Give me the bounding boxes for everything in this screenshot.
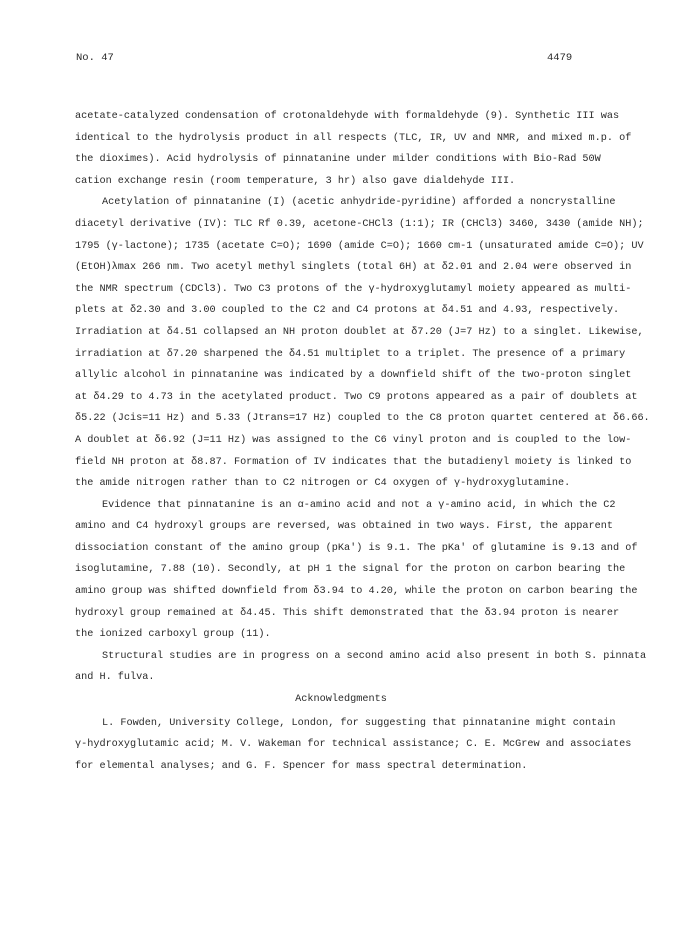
article-body xyxy=(75,106,650,777)
text-line: amino and C4 hydroxyl groups are reversed, was obtained in two ways. First, the apparent xyxy=(75,521,613,533)
journal-issue-number: No. 47 xyxy=(76,52,114,64)
page-number: 4479 xyxy=(547,52,573,64)
text-line: A doublet at δ6.92 (J=11 Hz) was assigned to the C6 vinyl proton and is coupled to the low- xyxy=(75,434,632,446)
text-line: Structural studies are in progress on a second amino acid also present in both S. pinnata xyxy=(102,650,647,662)
text-line: diacetyl derivative (IV): TLC Rf 0.39, acetone-CHCl3 (1:1); IR (CHCl3) 3460, 3430 (amide NH); xyxy=(75,218,644,230)
text-line: and H. fulva. xyxy=(75,672,155,684)
text-line: 1795 (γ-lactone); 1735 (acetate C=O); 1690 (amide C=O); 1660 cm-1 (unsaturated amide C=O); UV xyxy=(75,240,644,252)
text-line: allylic alcohol in pinnatanine was indicated by a downfield shift of the two-proton singlet xyxy=(75,370,632,382)
text-line: field NH proton at δ8.87. Formation of IV indicates that the butadienyl moiety is linked to xyxy=(75,456,632,468)
text-line: isoglutamine, 7.88 (10). Secondly, at pH 1 the signal for the proton on carbon bearing the xyxy=(75,564,626,576)
text-line: the amide nitrogen rather than to C2 nitrogen or C4 oxygen of γ-hydroxyglutamine. xyxy=(75,478,571,490)
text-line: dissociation constant of the amino group (pKa') is 9.1. The pKa' of glutamine is 9.13 and of xyxy=(75,542,638,554)
section-heading-acknowledgments: Acknowledgments xyxy=(295,694,387,706)
text-line: hydroxyl group remained at δ4.45. This shift demonstrated that the δ3.94 proton is nearer xyxy=(75,607,620,619)
text-line: identical to the hydrolysis product in all respects (TLC, IR, UV and NMR, and mixed m.p. of xyxy=(75,132,632,144)
text-line: the ionized carboxyl group (11). xyxy=(75,629,271,641)
text-line: the NMR spectrum (CDCl3). Two C3 protons of the γ-hydroxyglutamyl moiety appeared as multi- xyxy=(75,283,632,295)
text-line: acetate-catalyzed condensation of crotonaldehyde with formaldehyde (9). Synthetic III was xyxy=(75,111,620,122)
text-line: Acetylation of pinnatanine (I) (acetic anhydride-pyridine) afforded a noncrystalline xyxy=(102,197,616,209)
text-line: Evidence that pinnatanine is an α-amino acid and not a γ-amino acid, in which the C2 xyxy=(102,499,616,511)
text-line: the dioximes). Acid hydrolysis of pinnatanine under milder conditions with Bio-Rad 50W xyxy=(75,154,601,166)
text-line: cation exchange resin (room temperature, 3 hr) also gave dialdehyde III. xyxy=(75,175,516,187)
text-line: irradiation at δ7.20 sharpened the δ4.51 multiplet to a triplet. The presence of a primary xyxy=(75,348,626,360)
text-line: γ-hydroxyglutamic acid; M. V. Wakeman for technical assistance; C. E. McGrew and associates xyxy=(75,739,632,751)
text-line: L. Fowden, University College, London, for suggesting that pinnatanine might contain xyxy=(102,717,616,729)
text-line: δ5.22 (Jcis=11 Hz) and 5.33 (Jtrans=17 Hz) coupled to the C8 proton quartet centered at δ6.66. xyxy=(75,413,650,425)
text-line: (EtOH)λmax 266 nm. Two acetyl methyl singlets (total 6H) at δ2.01 and 2.04 were observed in xyxy=(75,262,632,274)
text-line: Irradiation at δ4.51 collapsed an NH proton doublet at δ7.20 (J=7 Hz) to a singlet. Likewise, xyxy=(75,326,644,338)
text-line: plets at δ2.30 and 3.00 coupled to the C2 and C4 protons at δ4.51 and 4.93, respectively. xyxy=(75,305,620,317)
text-line: amino group was shifted downfield from δ3.94 to 4.20, while the proton on carbon bearing the xyxy=(75,586,638,598)
text-line: at δ4.29 to 4.73 in the acetylated product. Two C9 protons appeared as a pair of doublets at xyxy=(75,391,638,403)
text-line: for elemental analyses; and G. F. Spencer for mass spectral determination. xyxy=(75,760,528,772)
